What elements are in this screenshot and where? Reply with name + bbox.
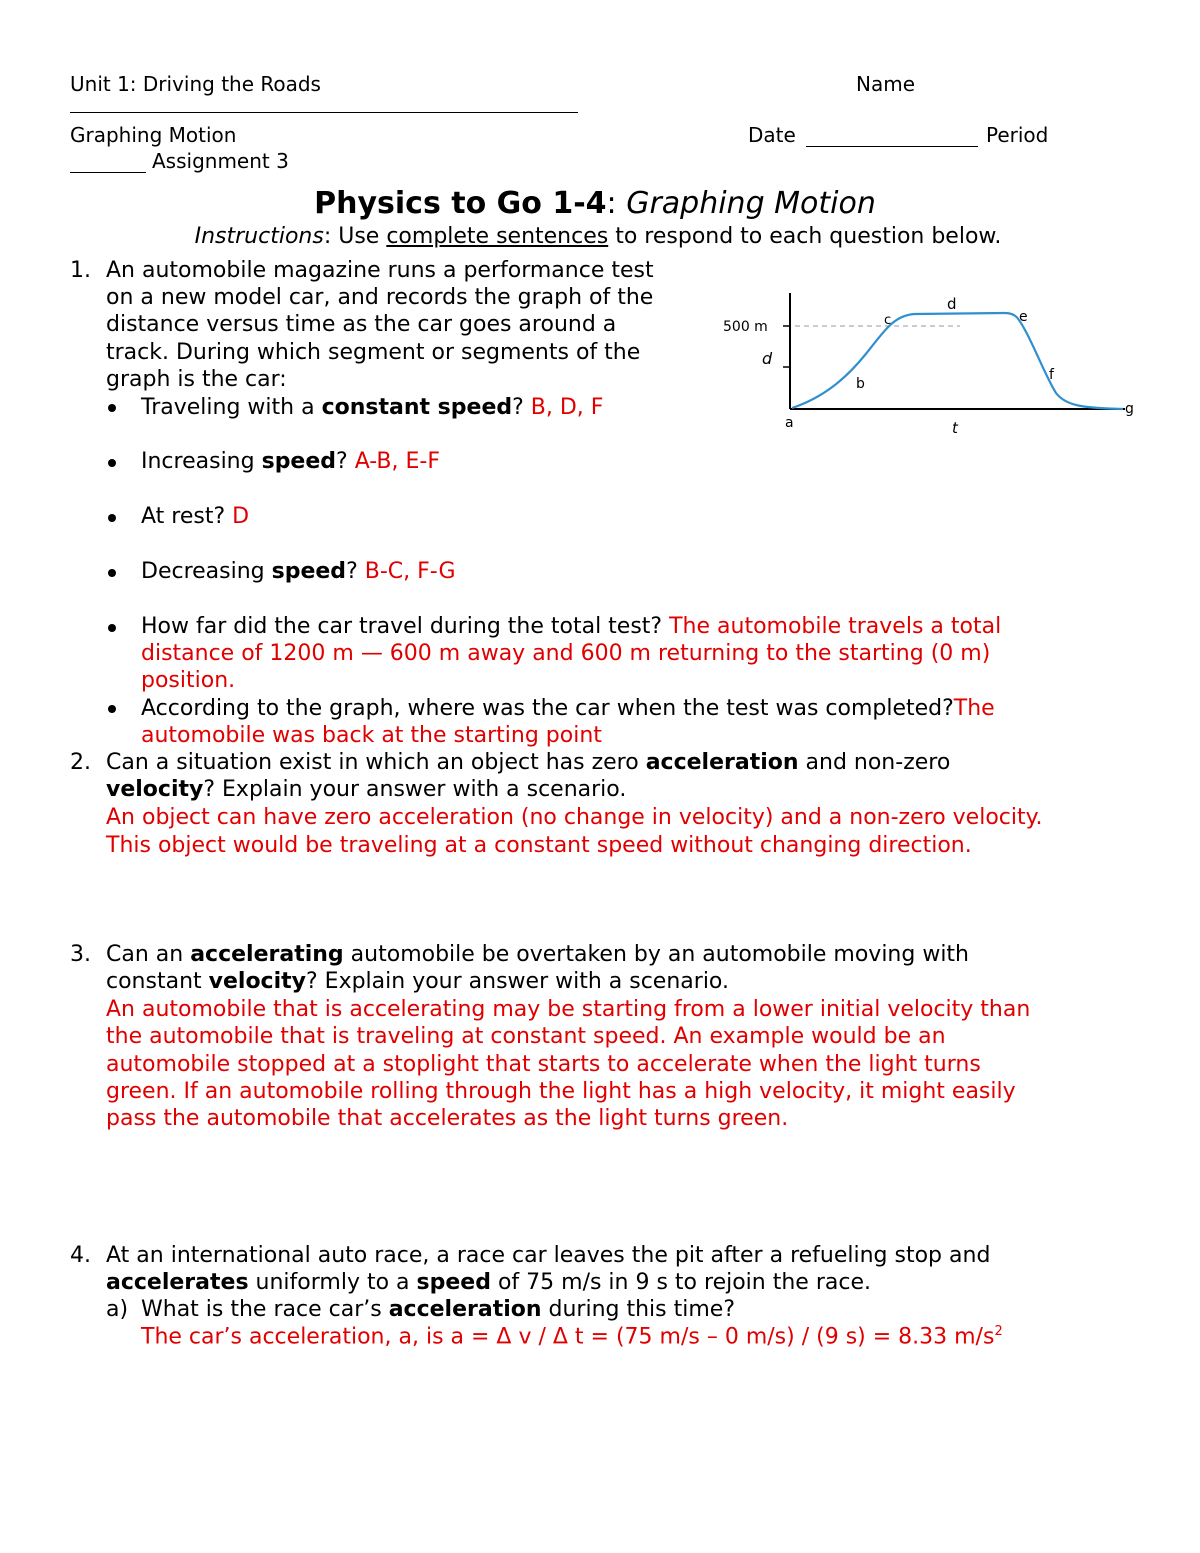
q1-line-1: An automobile magazine runs a performance test <box>106 258 654 283</box>
point-label-c: c <box>884 313 892 328</box>
instructions <box>0 224 1196 249</box>
instructions-text-pre: : Use <box>323 224 387 249</box>
instructions-label: Instructions <box>194 224 324 249</box>
q4-l2-post: of 75 m/s in 9 s to rejoin the race. <box>490 1270 871 1295</box>
b2-pre: Increasing <box>141 449 262 474</box>
q3-answer-2: the automobile that is traveling at constant speed. An example would be an <box>106 1024 946 1049</box>
x-axis-label: t <box>952 419 958 437</box>
b1-pre: Traveling with a <box>141 395 322 420</box>
b5-answer-2: distance of 1200 m — 600 m away and 600 m returning to the starting (0 m) <box>141 641 991 666</box>
q4-l2-mid: uniformly to a <box>248 1270 417 1295</box>
b4-answer: B-C, F-G <box>364 559 456 584</box>
q1-bullet-final-position <box>141 696 995 721</box>
q4-l2-bold1: accelerates <box>106 1270 249 1295</box>
b4-post: ? <box>346 559 365 584</box>
q1-line-3: distance versus time as the car goes around a <box>106 312 617 337</box>
y-axis-label: d <box>762 349 773 368</box>
b2-bold: speed <box>261 449 337 474</box>
bullet-2 <box>108 459 116 467</box>
q4-answer-text: The car’s acceleration, a, is a = Δ v / Δ t = (75 m/s – 0 m/s) / (9 s) = 8.33 m/s <box>141 1324 995 1350</box>
q3-answer-1: An automobile that is accelerating may be starting from a lower initial velocity than <box>106 997 1031 1022</box>
q2-l2-bold: velocity <box>106 777 204 802</box>
q3-answer-5: pass the automobile that accelerates as the light turns green. <box>106 1106 789 1131</box>
q2-l1-post: and non-zero <box>798 750 951 775</box>
b2-post: ? <box>336 449 355 474</box>
q2-l2-post: ? Explain your answer with a scenario. <box>203 777 627 802</box>
q1-bullet-distance <box>141 614 1001 639</box>
q3-l1-pre: Can an <box>106 942 191 967</box>
q4-part-a <box>141 1297 735 1322</box>
date-line[interactable] <box>806 146 978 147</box>
q1-bullet-decreasing-speed <box>141 559 456 584</box>
title-bold: Physics to Go 1-4 <box>314 186 607 221</box>
q4-a-pre: What is the race car’s <box>141 1297 389 1322</box>
q3-answer-3: automobile stopped at a stoplight that starts to accelerate when the light turns <box>106 1052 981 1077</box>
period-line[interactable] <box>70 172 146 173</box>
q1-number: 1. <box>70 258 91 283</box>
q3-line-1 <box>106 942 969 967</box>
assignment-label: Assignment 3 <box>152 149 289 173</box>
b1-bold: constant speed <box>321 395 513 420</box>
title-colon: : <box>606 186 617 221</box>
subject-label: Graphing Motion <box>70 123 237 147</box>
point-label-b: b <box>856 376 865 392</box>
q2-l1-pre: Can a situation exist in which an object has zero <box>106 750 646 775</box>
q2-answer-2: This object would be traveling at a constant speed without changing direction. <box>106 833 972 858</box>
b5-question: How far did the car travel during the total test? <box>141 614 670 639</box>
bullet-1 <box>108 404 116 412</box>
bullet-4 <box>108 569 116 577</box>
q4-l2-bold2: speed <box>416 1270 491 1295</box>
q1-line-4: track. During which segment or segments of the <box>106 340 641 365</box>
point-label-g: g <box>1125 401 1134 417</box>
period-label: Period <box>986 123 1049 147</box>
q2-line-1 <box>106 750 950 775</box>
q2-number: 2. <box>70 750 91 775</box>
b1-answer: B, D, F <box>530 395 604 420</box>
b6-question: According to the graph, where was the car when the test was completed? <box>141 696 954 721</box>
bullet-5 <box>108 624 116 632</box>
q4-part-a-label: a) <box>106 1297 129 1322</box>
q2-answer-1: An object can have zero acceleration (no change in velocity) and a non-zero velocity. <box>106 805 1043 830</box>
q3-l1-post: automobile be overtaken by an automobile moving with <box>343 942 970 967</box>
b3-answer: D <box>232 504 250 529</box>
q3-l2-bold: velocity <box>208 969 306 994</box>
instructions-text-post: to respond to each question below. <box>608 224 1002 249</box>
distance-time-graph <box>715 285 1145 440</box>
name-line[interactable] <box>70 112 578 113</box>
q3-line-2 <box>106 969 729 994</box>
q3-answer-4: green. If an automobile rolling through the light has a high velocity, it might easily <box>106 1079 1016 1104</box>
q1-bullet-increasing-speed <box>141 449 440 474</box>
b4-bold: speed <box>271 559 347 584</box>
point-label-a: a <box>785 415 794 431</box>
b4-pre: Decreasing <box>141 559 272 584</box>
q3-l1-bold: accelerating <box>190 942 344 967</box>
q4-number: 4. <box>70 1243 91 1268</box>
page-title <box>0 186 1190 221</box>
q1-line-2: on a new model car, and records the graph of the <box>106 285 654 310</box>
bullet-6 <box>108 705 116 713</box>
b6-answer-1: The <box>953 696 995 721</box>
instructions-underlined: complete sentences <box>386 224 609 249</box>
unit-title: Unit 1: Driving the Roads <box>70 72 321 96</box>
b2-answer: A-B, E-F <box>354 449 440 474</box>
q4-answer-sup: 2 <box>994 1324 1003 1339</box>
q4-a-bold: acceleration <box>388 1297 542 1322</box>
b6-answer-2: automobile was back at the starting point <box>141 723 602 748</box>
motion-curve <box>792 313 1123 409</box>
b3-pre: At rest? <box>141 504 233 529</box>
b5-answer-3: position. <box>141 668 236 693</box>
q4-answer <box>141 1324 1003 1349</box>
q2-line-2 <box>106 777 626 802</box>
q2-l1-bold: acceleration <box>645 750 799 775</box>
q3-l2-pre: constant <box>106 969 209 994</box>
point-label-f: f <box>1049 367 1054 383</box>
title-italic: Graphing Motion <box>626 186 876 221</box>
q1-line-5: graph is the car: <box>106 367 287 392</box>
name-label: Name <box>856 72 916 96</box>
q4-a-post: during this time? <box>541 1297 736 1322</box>
b5-answer-1: The automobile travels a total <box>669 614 1002 639</box>
q4-line-1: At an international auto race, a race car leaves the pit after a refueling stop and <box>106 1243 991 1268</box>
b1-post: ? <box>512 395 531 420</box>
q3-l2-post: ? Explain your answer with a scenario. <box>306 969 729 994</box>
date-label: Date <box>748 123 796 147</box>
q3-number: 3. <box>70 942 91 967</box>
q1-bullet-constant-speed <box>141 395 603 420</box>
y-tick-label: 500 m <box>723 319 768 335</box>
q1-bullet-at-rest <box>141 504 249 529</box>
point-label-e: e <box>1019 309 1028 325</box>
q4-line-2 <box>106 1270 871 1295</box>
point-label-d: d <box>947 295 957 313</box>
bullet-3 <box>108 514 116 522</box>
